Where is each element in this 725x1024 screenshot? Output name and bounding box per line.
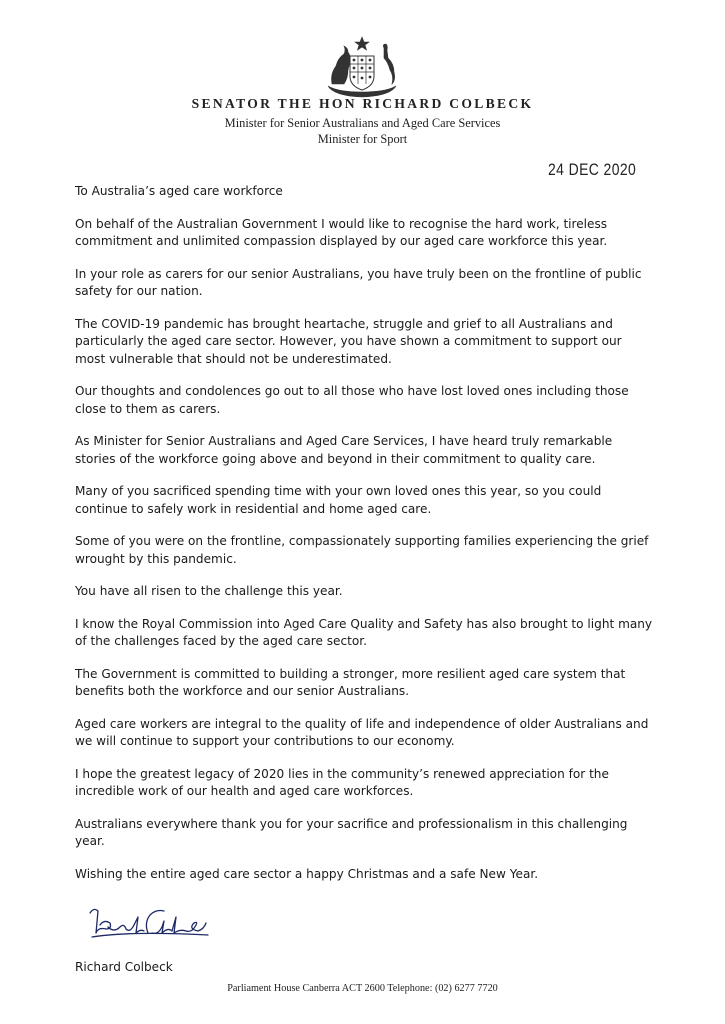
signature-icon [88,903,218,947]
paragraph: In your role as carers for our senior Australians, you have truly been on the frontline of public safety for our nation. [75,266,642,298]
paragraph: The Government is committed to building a stronger, more resilient aged care system that benefits both the workforce and our senior Australians. [75,666,626,698]
signatory-name: Richard Colbeck [75,960,173,974]
paragraph: Our thoughts and condolences go out to all those who have lost loved ones including those close to them as carers. [75,384,629,416]
paragraph: Australians everywhere thank you for your sacrifice and professionalism in this challenging year. [75,816,628,848]
paragraph: Some of you were on the frontline, compassionately supporting families experiencing the grief wrought by this pandemic. [75,534,649,566]
letter-body [75,183,655,898]
paragraph: As Minister for Senior Australians and Aged Care Services, I have heard truly remarkable stories of the workforce going above and beyond in their commitment to quality care. [75,434,613,466]
paragraph: Many of you sacrificed spending time with your own loved ones this year, so you could continue to safely work in residential and home aged care. [75,484,602,516]
sender-role: Minister for Sport [317,132,408,146]
paragraph: I know the Royal Commission into Aged Care Quality and Safety has also brought to light many of the challenges faced by the aged care sector. [75,616,653,648]
paragraph: Wishing the entire aged care sector a happy Christmas and a safe New Year. [75,866,539,881]
paragraph: Aged care workers are integral to the quality of life and independence of older Australians and we will continue to support your contributions to our economy. [75,716,649,748]
sender-role: Minister for Senior Australians and Aged Care Services [224,116,501,130]
date-stamp: 24 DEC 2020 [548,160,637,179]
sender-name: SENATOR THE HON RICHARD COLBECK [191,96,534,111]
paragraph: You have all risen to the challenge this year. [75,584,343,598]
salutation: To Australia’s aged care workforce [75,184,283,198]
paragraph: On behalf of the Australian Government I would like to recognise the hard work, tireless commitment and unlimited compassion displayed by our aged care workforce this year. [75,216,608,248]
paragraph: The COVID-19 pandemic has brought heartache, struggle and grief to all Australians and particularly the aged care sector. However, you have shown a commitment to support our most vulnerable that should not be underestimated. [75,316,622,366]
coat-of-arms-icon [318,36,406,100]
paragraph: I hope the greatest legacy of 2020 lies in the community’s renewed appreciation for the incredible work of our health and aged care workforces. [75,766,609,798]
footer-address: Parliament House Canberra ACT 2600 Telephone: (02) 6277 7720 [227,983,498,994]
